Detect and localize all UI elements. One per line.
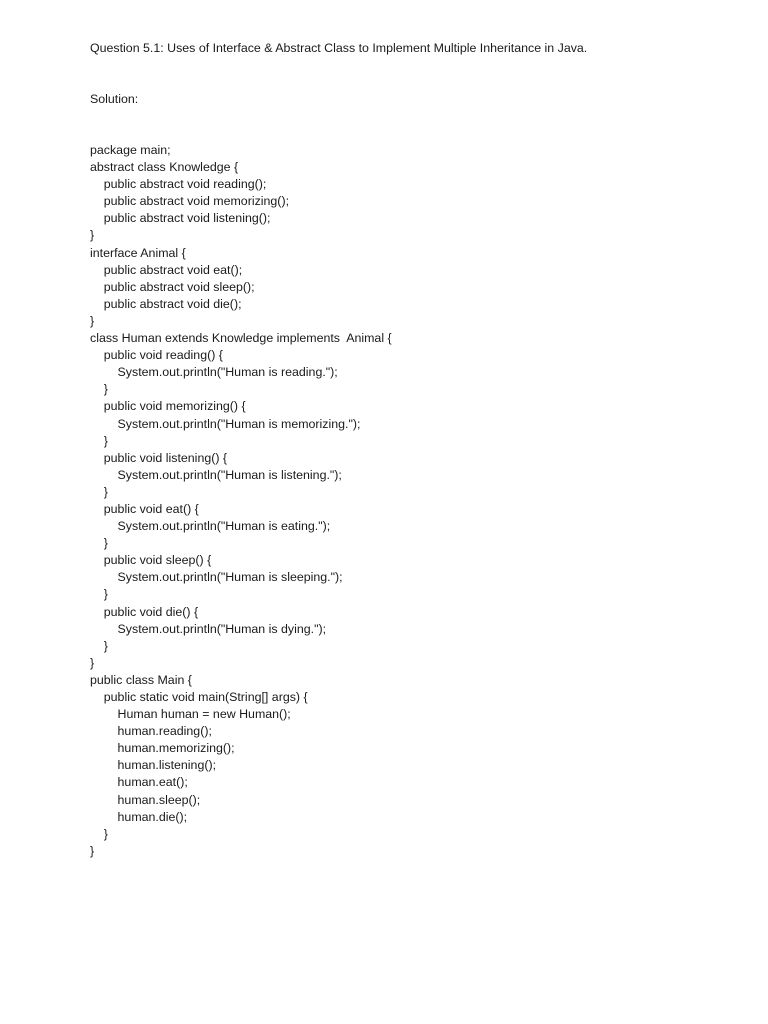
code-line: } (90, 433, 108, 448)
code-line: public abstract void sleep(); (90, 279, 255, 294)
code-line: human.sleep(); (90, 792, 201, 807)
code-line: public static void main(String[] args) { (90, 690, 308, 704)
code-line: } (90, 228, 95, 243)
code-line: System.out.println("Human is reading."); (90, 365, 338, 380)
code-line: } (90, 313, 95, 328)
code-line: } (90, 638, 108, 653)
code-line: } (90, 382, 108, 397)
code-line: Human human = new Human(); (90, 707, 291, 722)
code-line: public void reading() { (90, 348, 223, 363)
code-line: System.out.println("Human is listening."); (90, 467, 342, 482)
code-line: public abstract void die(); (90, 296, 242, 311)
code-line: public abstract void memorizing(); (90, 194, 290, 209)
code-line: human.listening(); (90, 758, 217, 773)
code-line: } (90, 587, 108, 602)
code-line: human.die(); (90, 809, 188, 824)
code-line: System.out.println("Human is sleeping."); (90, 570, 343, 585)
code-line: human.eat(); (90, 775, 188, 790)
code-line: public abstract void reading(); (90, 177, 267, 192)
code-line: human.reading(); (90, 724, 212, 739)
code-line: System.out.println("Human is memorizing."); (90, 416, 361, 431)
code-line: public void listening() { (90, 450, 228, 465)
code-line: } (90, 843, 95, 858)
code-line: class Human extends Knowledge implements Animal { (90, 331, 392, 346)
code-line: } (90, 826, 108, 841)
code-line: System.out.println("Human is dying."); (90, 621, 327, 636)
code-line: public abstract void eat(); (90, 262, 243, 277)
code-line: abstract class Knowledge { (90, 160, 239, 175)
code-line: } (90, 484, 108, 499)
code-line: } (90, 536, 108, 551)
code-line: public void memorizing() { (90, 399, 246, 414)
code-line: public abstract void listening(); (90, 211, 271, 226)
code-line: public void die() { (90, 604, 199, 619)
code-line: System.out.println("Human is eating."); (90, 519, 331, 534)
question-heading: Question 5.1: Uses of Interface & Abstract Class to Implement Multiple Inheritance in Java. (90, 41, 588, 55)
code-line: interface Animal { (90, 245, 186, 260)
solution-label: Solution: (90, 92, 139, 106)
code-block (90, 142, 392, 860)
code-line: package main; (90, 143, 171, 157)
code-line: public void sleep() { (90, 553, 212, 568)
code-line: public class Main { (90, 672, 192, 687)
code-line: public void eat() { (90, 501, 199, 516)
code-line: human.memorizing(); (90, 741, 235, 756)
code-line: } (90, 655, 95, 670)
